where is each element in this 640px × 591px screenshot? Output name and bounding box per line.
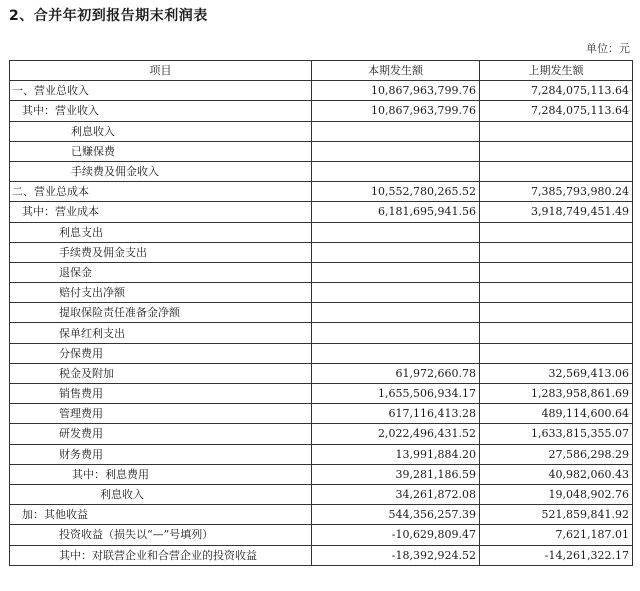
- row-label: 退保金: [10, 262, 312, 282]
- row-previous: [480, 283, 633, 303]
- row-label: 手续费及佣金支出: [10, 242, 312, 262]
- table-row: [10, 161, 633, 181]
- row-label: 提取保险责任准备金净额: [10, 303, 312, 323]
- table-row: [10, 202, 633, 222]
- table-row: [10, 505, 633, 525]
- row-current: 10,867,963,799.76: [312, 101, 480, 121]
- row-previous: 27,586,298.29: [480, 444, 633, 464]
- row-previous: 7,621,187.01: [480, 525, 633, 545]
- table-row: [10, 121, 633, 141]
- row-previous: 40,982,060.43: [480, 464, 633, 484]
- row-previous: 7,284,075,113.64: [480, 81, 633, 101]
- table-row: [10, 424, 633, 444]
- row-label: 税金及附加: [10, 363, 312, 383]
- row-previous: 7,385,793,980.24: [480, 182, 633, 202]
- table-row: [10, 363, 633, 383]
- row-current: 61,972,660.78: [312, 363, 480, 383]
- row-previous: 3,918,749,451.49: [480, 202, 633, 222]
- row-label: 财务费用: [10, 444, 312, 464]
- row-previous: [480, 303, 633, 323]
- row-current: 10,552,780,265.52: [312, 182, 480, 202]
- table-row: [10, 343, 633, 363]
- row-current: 13,991,884.20: [312, 444, 480, 464]
- income-statement-table: [9, 60, 633, 566]
- row-previous: [480, 242, 633, 262]
- row-previous: [480, 323, 633, 343]
- table-row: [10, 101, 633, 121]
- row-current: -18,392,924.52: [312, 545, 480, 565]
- table-row: [10, 484, 633, 504]
- row-previous: [480, 262, 633, 282]
- header-item: 项目: [10, 61, 312, 81]
- table-row: [10, 303, 633, 323]
- row-current: 34,261,872.08: [312, 484, 480, 504]
- table-row: [10, 182, 633, 202]
- row-current: [312, 283, 480, 303]
- report-title: 2、合并年初到报告期末利润表: [9, 8, 208, 24]
- row-label: 投资收益（损失以“—”号填列）: [10, 525, 312, 545]
- row-current: -10,629,809.47: [312, 525, 480, 545]
- table-row: [10, 283, 633, 303]
- table-row: [10, 525, 633, 545]
- row-previous: 1,633,815,355.07: [480, 424, 633, 444]
- row-label: 分保费用: [10, 343, 312, 363]
- header-current-period: 本期发生额: [312, 61, 480, 81]
- row-previous: [480, 121, 633, 141]
- row-label: 手续费及佣金收入: [10, 161, 312, 181]
- row-current: 6,181,695,941.56: [312, 202, 480, 222]
- currency-unit: 单位：元: [586, 42, 630, 55]
- row-current: [312, 121, 480, 141]
- row-previous: 489,114,600.64: [480, 404, 633, 424]
- row-label: 二、营业总成本: [10, 182, 312, 202]
- row-previous: [480, 141, 633, 161]
- row-current: [312, 222, 480, 242]
- table-row: [10, 545, 633, 565]
- table-row: [10, 81, 633, 101]
- row-previous: 19,048,902.76: [480, 484, 633, 504]
- table-row: [10, 262, 633, 282]
- table-row: [10, 444, 633, 464]
- table-row: [10, 323, 633, 343]
- row-label: 利息收入: [10, 484, 312, 504]
- row-current: 2,022,496,431.52: [312, 424, 480, 444]
- row-label: 已赚保费: [10, 141, 312, 161]
- row-label: 其中：营业成本: [10, 202, 312, 222]
- row-current: 39,281,186.59: [312, 464, 480, 484]
- row-label: 一、营业总收入: [10, 81, 312, 101]
- row-label: 加：其他收益: [10, 505, 312, 525]
- row-previous: [480, 343, 633, 363]
- row-label: 赔付支出净额: [10, 283, 312, 303]
- row-previous: [480, 161, 633, 181]
- table-row: [10, 141, 633, 161]
- row-current: [312, 343, 480, 363]
- row-previous: 521,859,841.92: [480, 505, 633, 525]
- row-previous: 7,284,075,113.64: [480, 101, 633, 121]
- table-row: [10, 242, 633, 262]
- row-previous: [480, 222, 633, 242]
- row-label: 其中：营业收入: [10, 101, 312, 121]
- row-previous: 1,283,958,861.69: [480, 384, 633, 404]
- row-current: [312, 161, 480, 181]
- row-current: 1,655,506,934.17: [312, 384, 480, 404]
- row-current: [312, 323, 480, 343]
- row-label: 保单红利支出: [10, 323, 312, 343]
- table-row: [10, 384, 633, 404]
- row-label: 其中：对联营企业和合营企业的投资收益: [10, 545, 312, 565]
- row-label: 其中：利息费用: [10, 464, 312, 484]
- row-current: 617,116,413.28: [312, 404, 480, 424]
- table-row: [10, 222, 633, 242]
- row-label: 销售费用: [10, 384, 312, 404]
- header-previous-period: 上期发生额: [480, 61, 633, 81]
- row-current: [312, 242, 480, 262]
- table-row: [10, 404, 633, 424]
- row-current: 544,356,257.39: [312, 505, 480, 525]
- row-label: 管理费用: [10, 404, 312, 424]
- row-label: 利息支出: [10, 222, 312, 242]
- row-previous: 32,569,413.06: [480, 363, 633, 383]
- row-label: 利息收入: [10, 121, 312, 141]
- row-current: 10,867,963,799.76: [312, 81, 480, 101]
- row-current: [312, 141, 480, 161]
- table-header-row: [10, 61, 633, 81]
- row-current: [312, 303, 480, 323]
- row-previous: -14,261,322.17: [480, 545, 633, 565]
- row-label: 研发费用: [10, 424, 312, 444]
- table-row: [10, 464, 633, 484]
- row-current: [312, 262, 480, 282]
